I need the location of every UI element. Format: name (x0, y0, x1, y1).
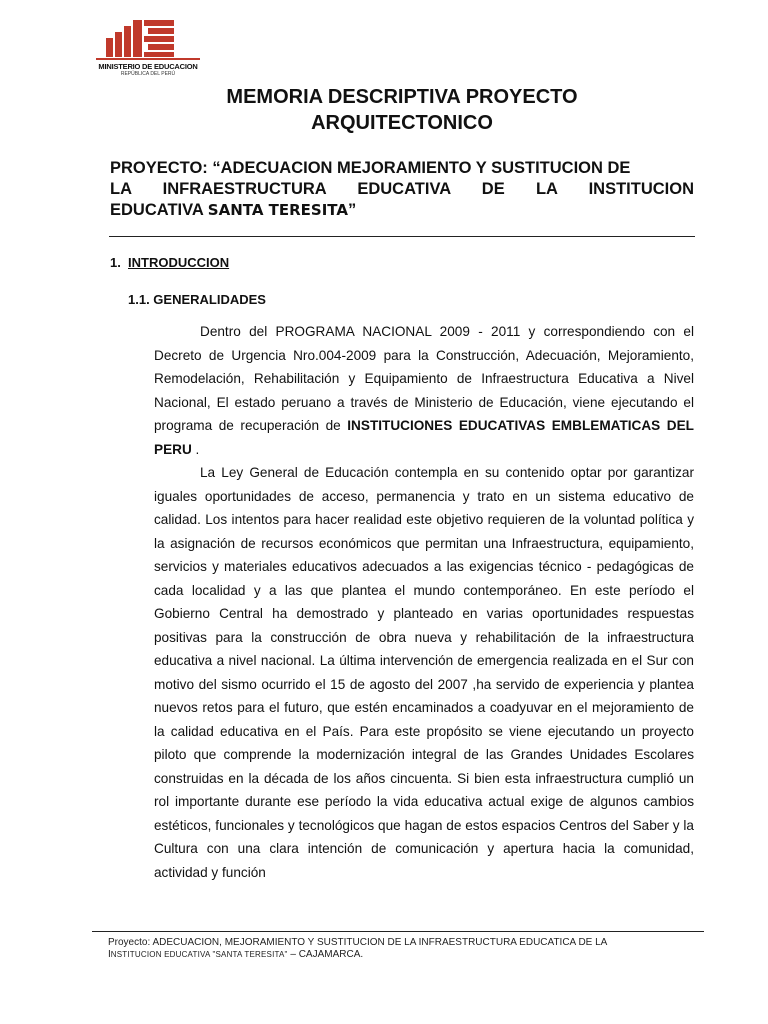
footer-line2-smallcaps: NSTITUCION EDUCATIVA "SANTA TERESITA" (110, 950, 288, 959)
footer-line1: Proyecto: ADECUACION, MEJORAMIENTO Y SUSTITUCION DE LA INFRAESTRUCTURA EDUCATICA DE LA (108, 937, 608, 948)
project-heading-line2: LA INFRAESTRUCTURA EDUCATIVA DE LA INSTITUCION (110, 180, 694, 198)
section-heading-introduccion (110, 255, 229, 270)
footer-line2 (108, 949, 698, 961)
section-title: INTRODUCCION (128, 255, 230, 270)
paragraph-1-text: Dentro del PROGRAMA NACIONAL 2009 - 2011 y correspondiendo con el Decreto de Urgencia Nro.004-2009 para la Construcción, Adecuación, Mejoramiento, Remodelación, Rehabilitación y Equipamiento de Infraestructura Educativa a Nivel Nacional, El estado peruano a través de Ministerio de Educación, viene ejecutando el programa de recuperación de (154, 324, 694, 433)
subsection-heading-generalidades: 1.1. GENERALIDADES (128, 292, 266, 307)
body-text (154, 320, 694, 884)
project-heading-line3-prefix: EDUCATIVA (110, 201, 208, 219)
project-heading-line3-suffix: ” (347, 201, 357, 219)
project-heading-line1: PROYECTO: “ADECUACION MEJORAMIENTO Y SUSTITUCION DE (110, 159, 631, 177)
logo-text-ministry: MINISTERIO DE EDUCACION (98, 62, 198, 71)
ministry-logo-icon (96, 16, 200, 62)
logo-text-republic: REPÚBLICA DEL PERÚ (120, 71, 176, 77)
footer-line2-end: – CAJAMARCA. (287, 949, 364, 960)
project-school-name: SANTA TERESITA (207, 201, 348, 219)
footer-line2-initial: I (108, 949, 111, 960)
paragraph-ley-general: La Ley General de Educación contempla en su contenido optar por garantizar iguales oportunidades de acceso, permanencia y trato en un sistema educativo de calidad. Los intentos para hacer realidad este objetivo requieren de la voluntad política y la asignación de recursos económicos que permitan una Infraestructura, equipamiento, servicios y materiales educativos adecuados a las exigencias técnico - pedagógicas de cada localidad y a las que plantea el mundo contemporáneo. En este período el Gobierno Central ha demostrado y planteado en varias oportunidades respuestas positivas para la construcción de obra nueva y rehabilitación de la infraestructura educativa a nivel nacional. La última intervención de emergencia realizada en el Sur con motivo del sismo ocurrido el 15 de agosto del 2007 ,ha servido de experiencia y plantea nuevos retos para el futuro, que estén encaminados a coadyuvar en el mejoramiento de la calidad educativa en el País. Para este propósito se viene ejecutando un proyecto piloto que comprende la modernización integral de las Grandes Unidades Escolares construidas en la década de los años cincuenta. Si bien esta infraestructura cumplió un rol importante durante ese período la vida educativa actual exige de algunos cambios estéticos, funcionales y tecnológicos que hagan de estos espacios Centros del Saber y la Cultura con una clara intención de comunicación y apertura hacia la comunidad, actividad y función (154, 465, 694, 880)
paragraph-1-end: . (191, 441, 200, 457)
ministry-logo (96, 16, 208, 84)
document-title-line1: MEMORIA DESCRIPTIVA PROYECTO (226, 86, 578, 108)
document-title (110, 84, 694, 136)
paragraph-1-emphasis: INSTITUCIONES EDUCATIVAS EMBLEMATICAS DEL PERU (154, 418, 694, 457)
header-divider (109, 236, 695, 237)
project-heading-line3 (110, 200, 694, 221)
document-title-line2: ARQUITECTONICO (311, 112, 493, 134)
footer-divider (92, 931, 704, 932)
section-number: 1. (110, 255, 121, 270)
project-heading (110, 158, 694, 221)
paragraph-programa-nacional (154, 320, 694, 461)
page-footer (108, 937, 698, 961)
